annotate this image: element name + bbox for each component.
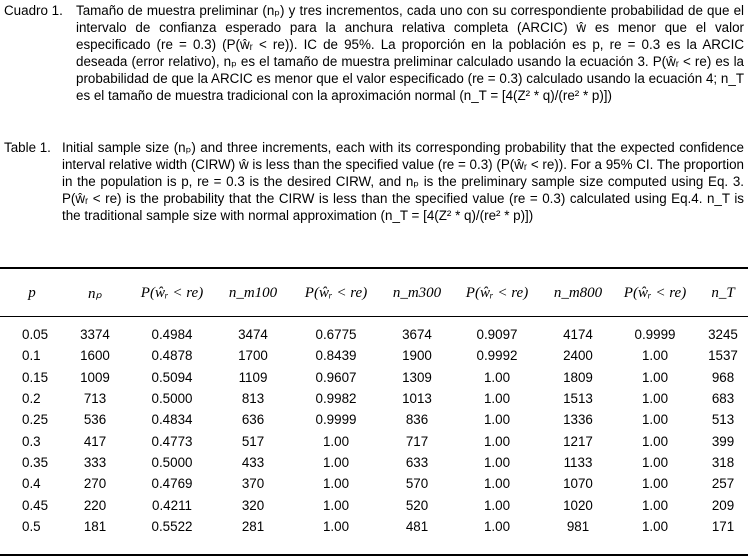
header-nt: n_T — [711, 284, 735, 301]
table-cell: 968 — [711, 369, 735, 385]
table-cell: 1.00 — [322, 433, 350, 449]
table-cell: 0.4 — [22, 476, 41, 492]
caption-spanish-text: Tamaño de muestra preliminar (nₚ) y tres incrementos, cada uno con su correspondiente probabilidad de que el intervalo de confianza esperado para la anchura relativa completa (ARCIC) ŵ es menor que el valor especificado (re = 0.3) (P(ŵᵣ < re)). IC de 95%. La proporción en la población es p, re = 0.3 es la ARCIC deseada (error relativo), nₚ es el tamaño de muestra preliminar calculado usando la ecuación 3. P(ŵᵣ < re) es la probabilidad de que la ARCIC es menor que el valor especificado (re = 0.3) calculado usando la ecuación 4; n_T es el tamaño de muestra tradicional con la aproximación normal (n_T = [4(Z² * q)/(re² * p)]) — [76, 3, 744, 103]
table-cell: 0.25 — [22, 412, 49, 428]
table-cell: 1070 — [563, 476, 593, 492]
caption-spanish-label: Cuadro 1. — [4, 3, 63, 18]
header-prob-nm300: P(ŵᵣ < re) — [465, 284, 529, 301]
header-prob-nm800: P(ŵᵣ < re) — [623, 284, 687, 301]
table-cell: 481 — [405, 518, 429, 534]
table-row — [0, 367, 748, 388]
table-cell: 181 — [83, 518, 107, 534]
table-cell: 3374 — [80, 327, 110, 343]
table-cell: 1.00 — [322, 476, 350, 492]
table-cell: 1.00 — [483, 391, 511, 407]
table-cell: 417 — [83, 433, 107, 449]
table-cell: 0.5 — [22, 518, 41, 534]
table-cell: 0.4211 — [152, 497, 192, 513]
table-cell: 1.00 — [322, 518, 350, 534]
table-cell: 1.00 — [483, 454, 511, 470]
table-cell: 0.4834 — [151, 412, 193, 428]
table-cell: 1013 — [402, 391, 432, 407]
table-cell: 1.00 — [322, 497, 350, 513]
table-cell: 4174 — [563, 327, 593, 343]
table-cell: 536 — [83, 412, 107, 428]
table-cell: 570 — [405, 476, 429, 492]
table-cell: 1.00 — [641, 369, 669, 385]
table-cell: 281 — [241, 518, 265, 534]
table-row — [0, 388, 748, 409]
table-cell: 3674 — [402, 327, 432, 343]
table-row — [0, 430, 748, 451]
table-cell: 717 — [405, 433, 429, 449]
caption-spanish — [4, 2, 744, 104]
table-cell: 370 — [241, 476, 265, 492]
table-cell: 0.9999 — [315, 412, 357, 428]
header-prob-np: P(ŵᵣ < re) — [140, 284, 204, 301]
header-prob-nm100: P(ŵᵣ < re) — [304, 284, 368, 301]
table-cell: 1809 — [563, 369, 593, 385]
table-row — [0, 452, 748, 473]
table-cell: 1217 — [563, 433, 593, 449]
table-cell: 209 — [711, 497, 735, 513]
table-cell: 3245 — [708, 327, 738, 343]
table-cell: 0.4984 — [151, 327, 193, 343]
table-cell: 1.00 — [483, 433, 511, 449]
table-cell: 1.00 — [641, 476, 669, 492]
table-row — [0, 494, 748, 515]
table-cell: 0.9982 — [315, 391, 357, 407]
table-cell: 320 — [241, 497, 265, 513]
table-cell: 683 — [711, 391, 735, 407]
table-cell: 0.6775 — [315, 327, 357, 343]
table-cell: 1.00 — [483, 476, 511, 492]
table-cell: 1020 — [563, 497, 593, 513]
table-row — [0, 473, 748, 494]
table-cell: 0.5094 — [151, 369, 193, 385]
table-cell: 318 — [711, 454, 735, 470]
header-p: p — [28, 284, 36, 301]
header-nm300: n_m300 — [392, 284, 442, 301]
table-cell: 2400 — [563, 348, 593, 364]
table-cell: 1.00 — [322, 454, 350, 470]
table-cell: 636 — [241, 412, 265, 428]
table-cell: 1537 — [708, 348, 738, 364]
table-cell: 171 — [711, 518, 735, 534]
table-cell: 0.8439 — [315, 348, 357, 364]
header-nm800: n_m800 — [553, 284, 603, 301]
table-cell: 1.00 — [483, 369, 511, 385]
table-cell: 1.00 — [641, 433, 669, 449]
header-np: nₚ — [88, 285, 102, 302]
table-cell: 1900 — [402, 348, 432, 364]
table-cell: 0.9607 — [315, 369, 357, 385]
table-cell: 433 — [241, 454, 265, 470]
table-cell: 0.5000 — [151, 454, 193, 470]
table-row — [0, 345, 748, 366]
table-cell: 1009 — [80, 369, 110, 385]
table-cell: 836 — [405, 412, 429, 428]
table-cell: 1.00 — [641, 497, 669, 513]
table-cell: 3474 — [238, 327, 268, 343]
table-cell: 813 — [241, 391, 265, 407]
table-row — [0, 409, 748, 430]
table-cell: 0.3 — [22, 433, 41, 449]
table-cell: 1336 — [563, 412, 593, 428]
table-cell: 0.4769 — [151, 476, 193, 492]
table-cell: 0.4773 — [151, 433, 193, 449]
table-cell: 1.00 — [641, 518, 669, 534]
table-cell: 1.00 — [483, 497, 511, 513]
table-cell: 520 — [405, 497, 429, 513]
table-cell: 517 — [241, 433, 265, 449]
caption-english-label: Table 1. — [4, 140, 51, 155]
data-table — [0, 270, 748, 537]
table-top-rule — [0, 267, 748, 269]
table-cell: 1700 — [238, 348, 268, 364]
table-cell: 1109 — [238, 369, 268, 385]
table-header-row — [0, 270, 748, 316]
table-cell: 0.9999 — [634, 327, 676, 343]
table-cell: 0.45 — [22, 497, 49, 513]
table-cell: 0.9992 — [476, 348, 518, 364]
table-row — [0, 316, 748, 345]
table-cell: 1.00 — [641, 412, 669, 428]
table-cell: 257 — [711, 476, 735, 492]
table-cell: 1.00 — [483, 518, 511, 534]
table-cell: 0.4878 — [151, 348, 193, 364]
caption-english-text: Initial sample size (nₚ) and three increments, each with its corresponding probability that the expected confidence interval relative width (CIRW) ŵ is less than the specified value (re = 0.3) (P(ŵᵣ < re)). For a 95% CI. The proportion in the population is p, re = 0.3 is the desired CIRW, and nₚ is the preliminary sample size computed using Eq. 3. P(ŵᵣ < re) is the probability that the CIRW is less than the specified value (re = 0.3) calculated using Eq.4. n_T is the traditional sample size with normal approximation (n_T = [4(Z² * q)/(re² * p)]) — [62, 140, 744, 223]
table-cell: 0.1 — [22, 348, 41, 364]
table-cell: 1309 — [402, 369, 432, 385]
table-cell: 1513 — [563, 391, 593, 407]
table-cell: 513 — [711, 412, 735, 428]
table-cell: 399 — [711, 433, 735, 449]
table-cell: 1.00 — [641, 454, 669, 470]
table-cell: 1.00 — [483, 412, 511, 428]
table-cell: 981 — [566, 518, 590, 534]
table-cell: 0.05 — [22, 327, 49, 343]
table-cell: 333 — [83, 454, 107, 470]
table-row — [0, 516, 748, 537]
table-cell: 0.2 — [22, 391, 41, 407]
table-cell: 1600 — [80, 348, 110, 364]
table-cell: 0.15 — [22, 369, 49, 385]
header-nm100: n_m100 — [228, 284, 278, 301]
table-cell: 0.5000 — [151, 391, 193, 407]
caption-english — [4, 139, 744, 224]
table-cell: 1133 — [563, 454, 593, 470]
table-cell: 0.35 — [22, 454, 49, 470]
table-cell: 0.5522 — [151, 518, 193, 534]
table-cell: 1.00 — [641, 391, 669, 407]
table-cell: 633 — [405, 454, 429, 470]
table-cell: 713 — [83, 391, 107, 407]
table-cell: 270 — [83, 476, 107, 492]
table-bottom-rule — [0, 554, 748, 556]
table-cell: 220 — [83, 497, 107, 513]
table-cell: 1.00 — [641, 348, 669, 364]
table-body — [0, 316, 748, 537]
table-cell: 0.9097 — [476, 327, 518, 343]
